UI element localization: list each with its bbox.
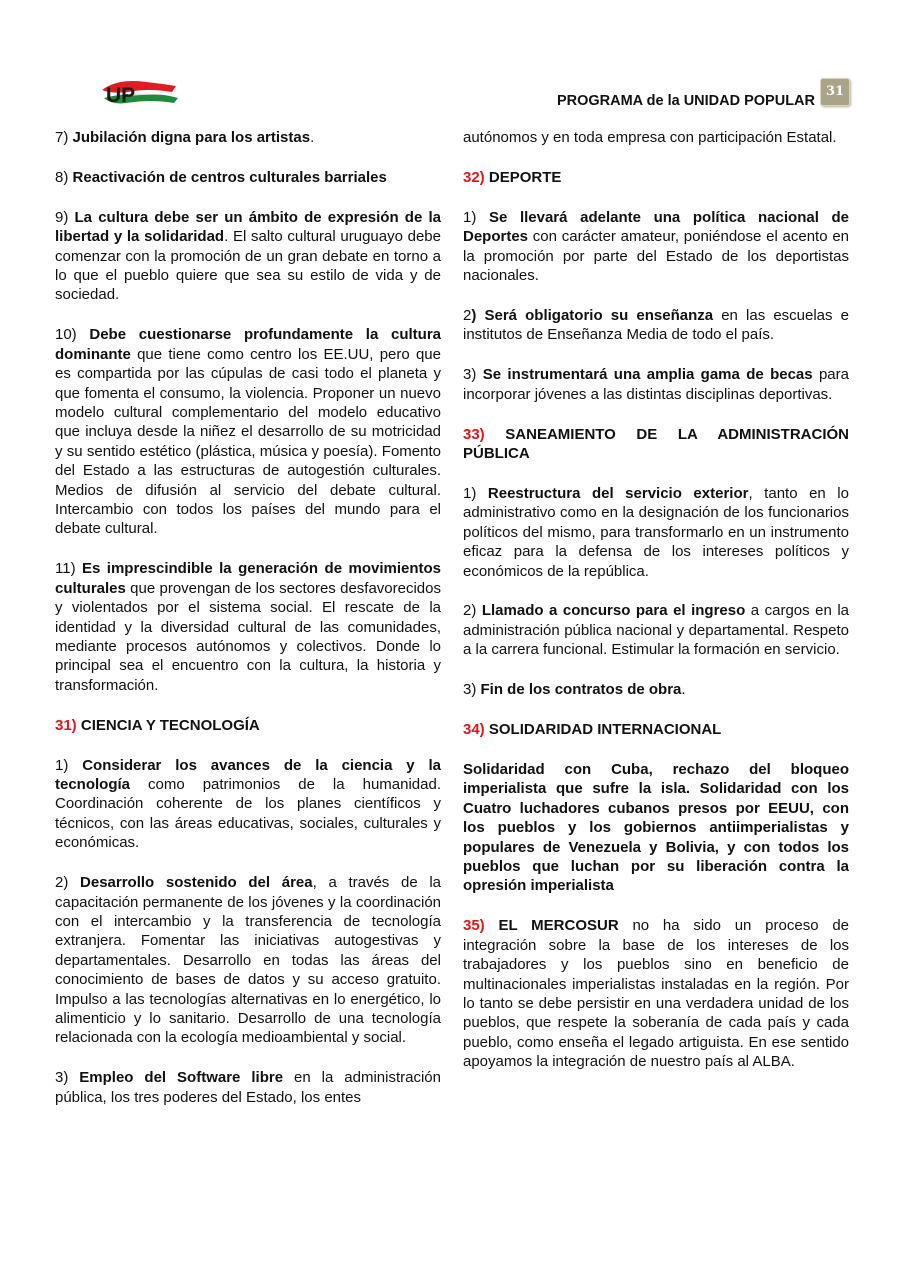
section-33-heading: 33) SANEAMIENTO DE LA ADMINISTRACIÓN PÚBLICA: [463, 425, 849, 462]
svg-text:UP: UP: [106, 84, 136, 107]
section-35-paragraph: 35) EL MERCOSUR no ha sido un proceso de integración sobre la base de los intereses de los trabajadores y los pueblos sino en beneficio de multinacionales imperialistas instaladas en la región. Por lo tanto se debe persistir en una verdadera unidad de los pueblos, que respete la soberanía de cada país y cada pueblo, como enseña el legado artiguista. En ese sentido apoyamos la integración de nuestro país al ALBA.: [463, 917, 850, 1071]
item-11: 11) Es imprescindible la generación de movimientos culturales que provengan de los sectores desfavorecidos y violentados por el sistema social. El rescate de la identidad y la diversidad cultural de las comunidades, mediante procesos autónomos y colectivos. Donde lo principal sea el encuentro con la cultura, la historia y transformación.: [55, 560, 442, 694]
section-34-heading: 34) SOLIDARIDAD INTERNACIONAL: [463, 721, 722, 739]
science-item-3: 3) Empleo del Software libre en la administración pública, los tres poderes del Estado, los entes: [55, 1069, 441, 1106]
admin-item-2: 2) Llamado a concurso para el ingreso a cargos en la administración pública nacional y departamental. Respeto a la carrera funcional. Estimular la formación en servicio.: [463, 602, 849, 659]
section-31-heading: 31) CIENCIA Y TECNOLOGÍA: [55, 716, 260, 734]
item-10: 10) Debe cuestionarse profundamente la cultura dominante que tiene como centro los EE.UU, pero que es compartida por las cúpulas de casi todo el planeta y que fomenta el consumo, la violencia. Proponer un nuevo modelo cultural complementario del modelo educativo que incluya desde la niñez el desarrollo de su motricidad y su sentido estético (plástica, música y poesía). Fomento del Estado a las estructuras de autogestión culturales. Medios de difusión al servicio del debate cultural. Intercambio con todos los países del mundo para el debate cultural.: [55, 326, 442, 538]
right-column: [463, 128, 849, 1092]
item-8: 8) Reactivación de centros culturales barriales: [55, 168, 387, 186]
section-32-heading: 32) DEPORTE: [463, 168, 562, 186]
admin-item-1: 1) Reestructura del servicio exterior, tanto en lo administrativo como en la designación de los funcionarios políticos del mismo, para transformarlo en un instrumento eficaz para la defensa de los intereses políticos y económicos de la república.: [463, 484, 849, 580]
up-logo: [98, 76, 180, 112]
sport-item-1: 1) Se llevará adelante una política nacional de Deportes con carácter amateur, poniéndose el acento en la promoción por parte del Estado de los deportistas nacionales.: [463, 208, 849, 285]
solidarity-paragraph: Solidaridad con Cuba, rechazo del bloqueo imperialista que sufre la isla. Solidaridad con los Cuatro luchadores cubanos presos por EEUU, con los pueblos y los gobiernos antiimperialistas y populares de Venezuela y Bolivia, y con todos los pueblos que luchan por su liberación contra la opresión imperialista: [463, 760, 849, 895]
science-item-3-continued: autónomos y en toda empresa con participación Estatal.: [463, 129, 837, 146]
page-number-badge: 31: [820, 78, 850, 106]
sport-item-2: 2) Será obligatorio su enseñanza en las escuelas e institutos de Enseñanza Media de todo el país.: [463, 306, 849, 344]
item-7: 7) Jubilación digna para los artistas.: [55, 129, 315, 146]
admin-item-3: 3) Fin de los contratos de obra.: [463, 681, 686, 699]
item-9: 9) La cultura debe ser un ámbito de expresión de la libertad y la solidaridad. El salto cultural uruguayo debe comenzar con la promoción de un gran debate en torno a lo que el pueblo quiere que sea su estilo de vida y de sociedad.: [55, 208, 441, 304]
science-item-2: 2) Desarrollo sostenido del área, a través de la capacitación permanente de los jóvenes y la coordinación con el intercambio y la transferencia de tecnología extranjera. Fomentar las iniciativas autogestivas y departamentales. Desarrollo en todas las áreas del conocimiento de bases de datos y su acceso gratuito. Impulso a las tecnologías alternativas en lo energético, lo alimenticio y lo sanitario. Desarrollo de una tecnología relacionada con la ecología medioambiental y social.: [55, 874, 442, 1047]
science-item-1: 1) Considerar los avances de la ciencia y la tecnología como patrimonios de la humanidad. Coordinación coherente de los planes científicos y técnicos, con las áreas educativas, sociales, culturales y económicas.: [55, 756, 441, 852]
header-title: PROGRAMA de la UNIDAD POPULAR: [556, 93, 815, 109]
left-column: [55, 128, 441, 1128]
sport-item-3: 3) Se instrumentará una amplia gama de becas para incorporar jóvenes a las distintas disciplinas deportivas.: [463, 366, 849, 403]
